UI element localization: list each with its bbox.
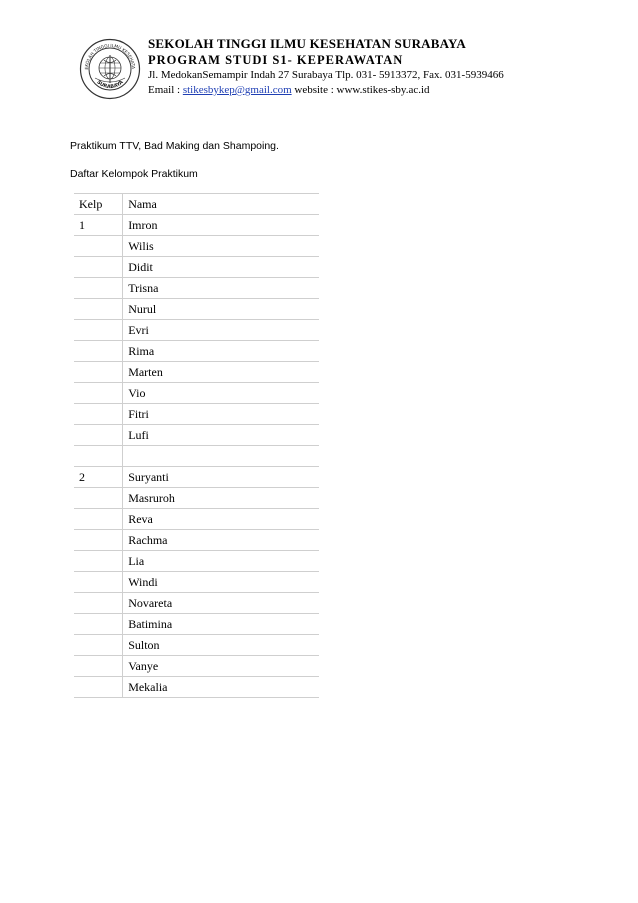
member-name-cell: Reva: [123, 509, 319, 530]
member-name-cell: Windi: [123, 572, 319, 593]
member-name-cell: Lia: [123, 551, 319, 572]
group-number-cell: 2: [74, 467, 123, 488]
table-row: [74, 278, 319, 299]
contact-line: [148, 83, 568, 98]
logo-text-top: EKOLAH TINGGI ILMU KESEHATA: [84, 43, 136, 70]
group-number-cell: [74, 257, 123, 278]
address-line: Jl. MedokanSemampir Indah 27 Surabaya Tlp. 031- 5913372, Fax. 031-5939466: [148, 69, 504, 81]
group-table: [74, 193, 319, 698]
column-header-kelp: Kelp: [74, 194, 123, 215]
email-label: Email :: [148, 84, 183, 96]
group-number-cell: 1: [74, 215, 123, 236]
member-name-cell: Marten: [123, 362, 319, 383]
table-row: [74, 509, 319, 530]
group-number-cell: [74, 404, 123, 425]
column-header-nama: Nama: [123, 194, 319, 215]
member-name-cell: Didit: [123, 257, 319, 278]
group-number-cell: [74, 425, 123, 446]
table-row: [74, 341, 319, 362]
group-number-cell: [74, 362, 123, 383]
member-name-cell: Wilis: [123, 236, 319, 257]
document-subtitle: Daftar Kelompok Praktikum: [70, 168, 198, 180]
table-row: [74, 551, 319, 572]
table-row: [74, 299, 319, 320]
group-number-cell: [74, 299, 123, 320]
member-name-cell: Nurul: [123, 299, 319, 320]
member-name-cell: Vio: [123, 383, 319, 404]
group-number-cell: [74, 593, 123, 614]
group-number-cell: [74, 320, 123, 341]
institution-logo: [79, 38, 141, 100]
group-number-cell: [74, 635, 123, 656]
member-name-cell: Trisna: [123, 278, 319, 299]
member-name-cell: Sulton: [123, 635, 319, 656]
member-name-cell: Mekalia: [123, 677, 319, 698]
table-row: [74, 488, 319, 509]
group-number-cell: [74, 236, 123, 257]
table-row: [74, 362, 319, 383]
member-name-cell: Batimina: [123, 614, 319, 635]
table-row: [74, 593, 319, 614]
program-name: PROGRAM STUDI S1- KEPERAWATAN: [148, 53, 404, 67]
table-row: [74, 404, 319, 425]
member-name-cell: Imron: [123, 215, 319, 236]
member-name-cell: Lufi: [123, 425, 319, 446]
table-row: [74, 530, 319, 551]
table-row: [74, 635, 319, 656]
group-number-cell: [74, 614, 123, 635]
table-header-row: [74, 194, 319, 215]
group-number-cell: [74, 341, 123, 362]
member-name-cell: Evri: [123, 320, 319, 341]
group-number-cell: [74, 551, 123, 572]
table-row: [74, 215, 319, 236]
logo-text-bottom: SURABAYA: [95, 79, 125, 91]
group-number-cell: [74, 509, 123, 530]
member-name-cell: Rima: [123, 341, 319, 362]
table-row: [74, 656, 319, 677]
group-number-cell: [74, 572, 123, 593]
table-row: [74, 677, 319, 698]
table-row: [74, 425, 319, 446]
table-row: [74, 257, 319, 278]
group-number-cell: [74, 530, 123, 551]
institution-name: SEKOLAH TINGGI ILMU KESEHATAN SURABAYA: [148, 36, 466, 51]
table-row: [74, 614, 319, 635]
letterhead: [79, 36, 549, 106]
table-row: [74, 446, 319, 467]
member-name-cell: Rachma: [123, 530, 319, 551]
group-number-cell: [74, 677, 123, 698]
group-number-cell: [74, 656, 123, 677]
member-name-cell: Vanye: [123, 656, 319, 677]
group-number-cell: [74, 278, 123, 299]
document-title: Praktikum TTV, Bad Making dan Shampoing.: [70, 140, 279, 152]
table-row: [74, 320, 319, 341]
email-link[interactable]: stikesbykep@gmail.com: [182, 84, 292, 96]
table-row: [74, 236, 319, 257]
table-row: [74, 383, 319, 404]
group-number-cell: [74, 446, 123, 467]
member-name-cell: [123, 446, 319, 467]
group-number-cell: [74, 383, 123, 404]
member-name-cell: Novareta: [123, 593, 319, 614]
group-number-cell: [74, 488, 123, 509]
website-text: website : www.stikes-sby.ac.id: [291, 84, 430, 96]
table-row: [74, 467, 319, 488]
member-name-cell: Fitri: [123, 404, 319, 425]
group-table-body: [74, 194, 319, 698]
member-name-cell: Masruroh: [123, 488, 319, 509]
table-row: [74, 572, 319, 593]
member-name-cell: Suryanti: [123, 467, 319, 488]
